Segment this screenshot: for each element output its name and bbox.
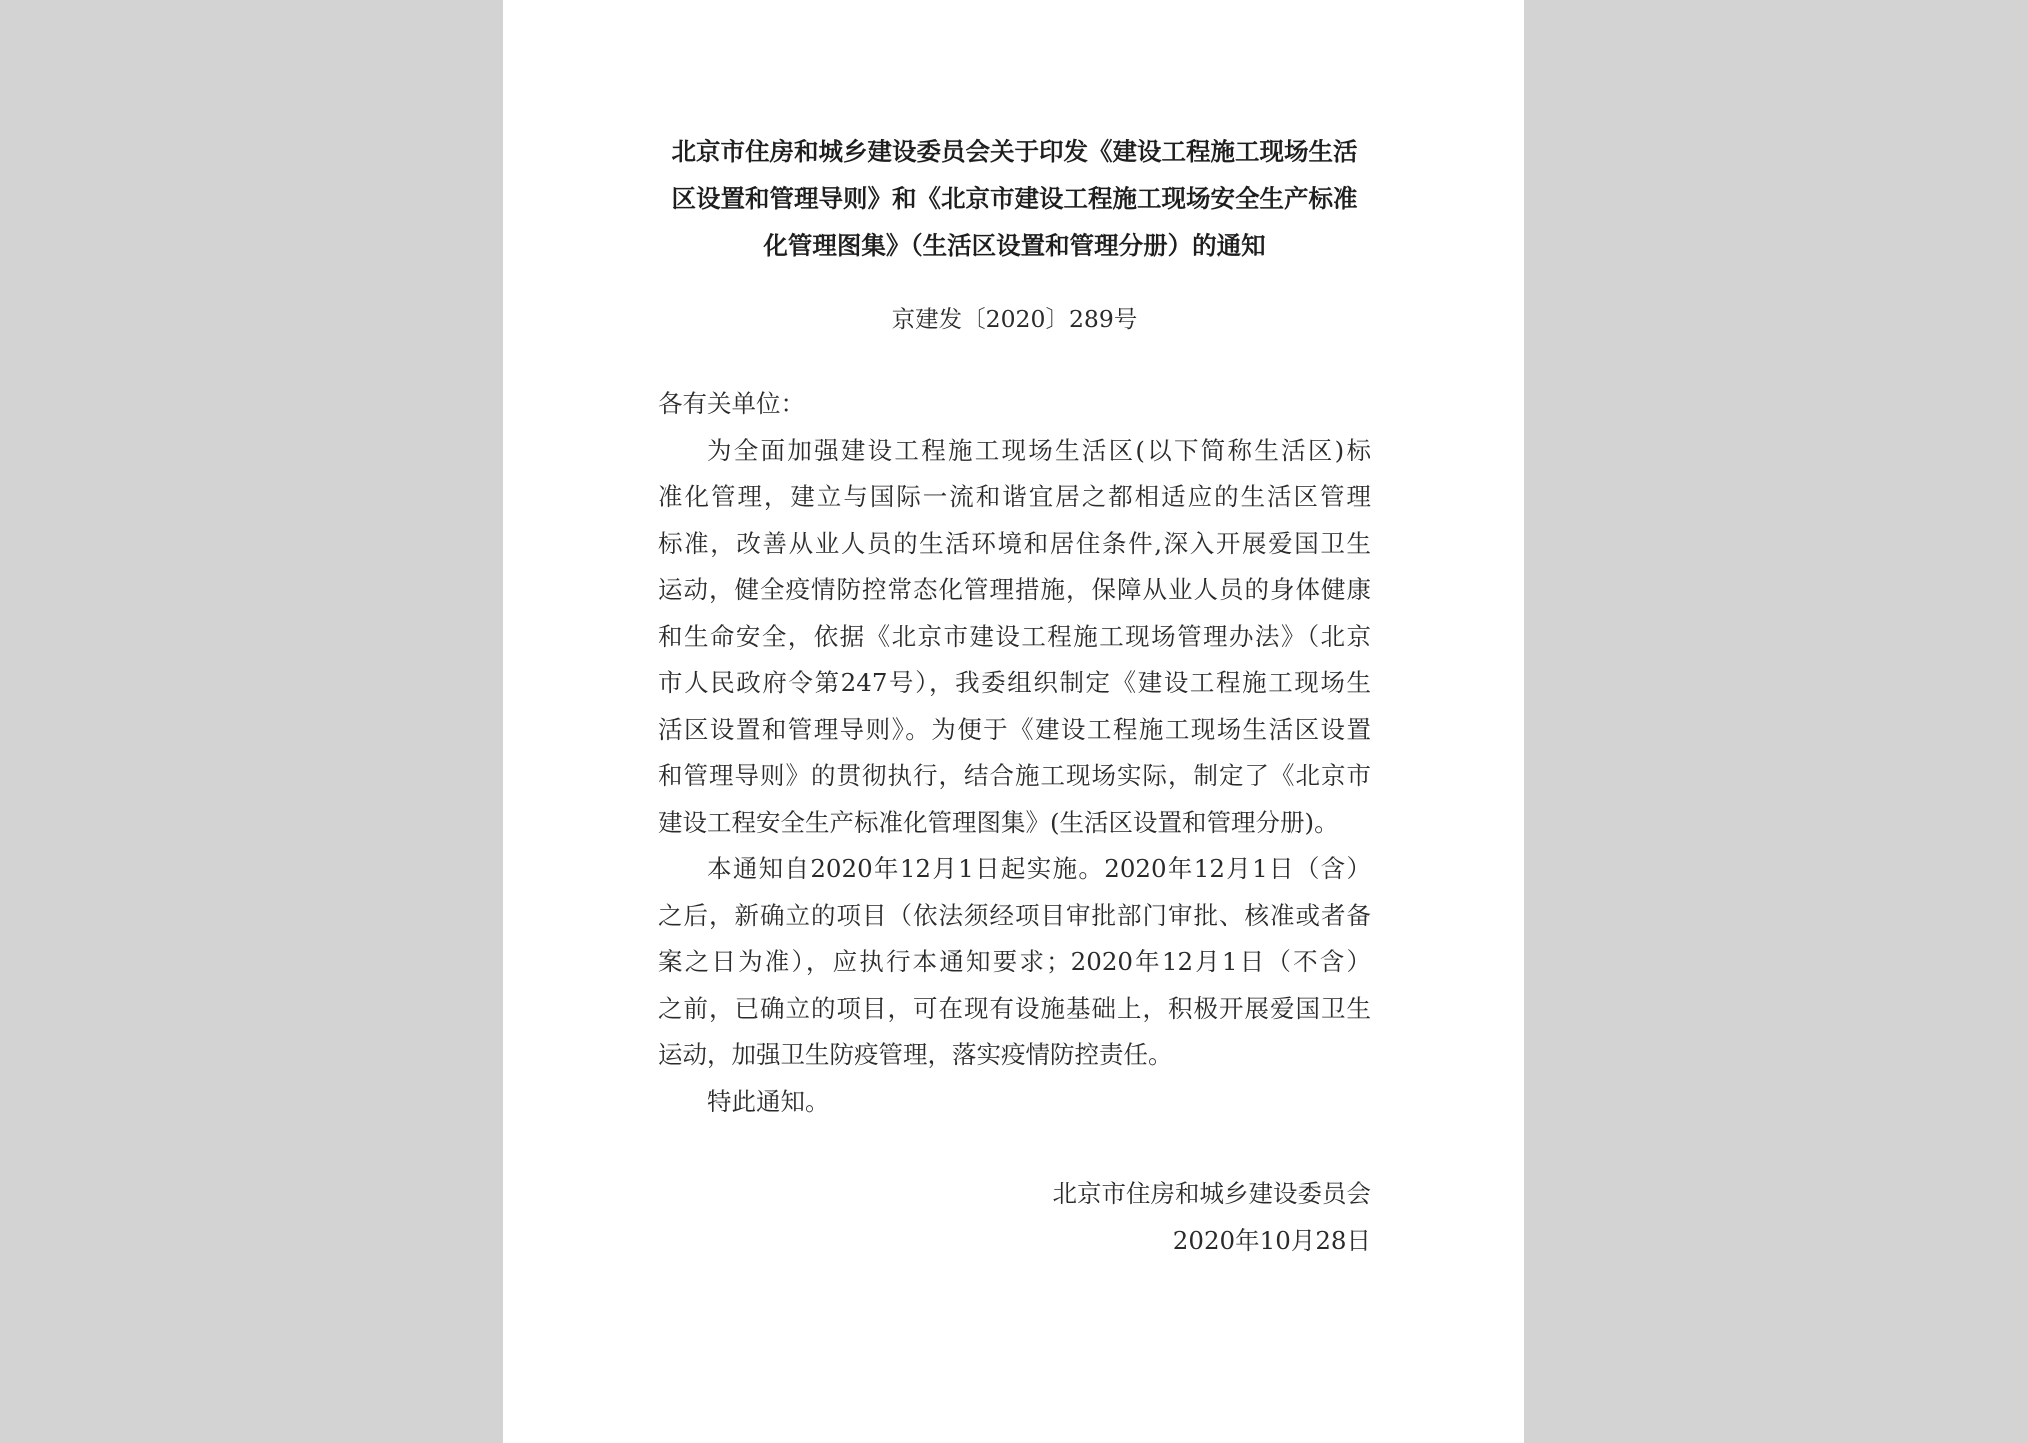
paragraph-2	[658, 846, 1371, 1079]
paragraph-line: 建设工程安全生产标准化管理图集》(生活区设置和管理分册)。	[658, 807, 1339, 837]
paragraph-line: 市人民政府令第247号），我委组织制定《建设工程施工现场生	[658, 668, 1371, 697]
salutation: 各有关单位：	[658, 389, 805, 418]
paragraph-1	[658, 428, 1371, 847]
paragraph-line: 之前，已确立的项目，可在现有设施基础上，积极开展爱国卫生	[658, 993, 1371, 1023]
paragraph-line: 准化管理，建立与国际一流和谐宜居之都相适应的生活区管理	[658, 482, 1371, 511]
paragraph-line: 活区设置和管理导则》。为便于《建设工程施工现场生活区设置	[658, 714, 1371, 744]
document-number: 京建发〔2020〕289号	[891, 305, 1138, 333]
title-line-2: 区设置和管理导则》和《北京市建设工程施工现场安全生产标准	[671, 184, 1358, 213]
title-line-3: 化管理图集》（生活区设置和管理分册）的通知	[763, 231, 1266, 260]
closing-remark: 特此通知。	[707, 1086, 830, 1116]
document-title	[658, 128, 1371, 269]
paragraph-line: 和管理导则》的贯彻执行，结合施工现场实际，制定了《北京市	[658, 761, 1371, 790]
paragraph-line: 运动，加强卫生防疫管理，落实疫情防控责任。	[658, 1040, 1173, 1069]
title-line-1: 北京市住房和城乡建设委员会关于印发《建设工程施工现场生活	[671, 137, 1358, 166]
paragraph-line: 本通知自2020年12月1日起实施。2020年12月1日（含）	[707, 854, 1371, 883]
issue-date: 2020年10月28日	[1172, 1225, 1371, 1255]
issuing-organization: 北京市住房和城乡建设委员会	[1052, 1179, 1371, 1208]
paragraph-line: 运动，健全疫情防控常态化管理措施，保障从业人员的身体健康	[658, 575, 1371, 604]
paragraph-line: 案之日为准），应执行本通知要求；2020年12月1日（不含）	[658, 947, 1371, 976]
signature-block	[658, 1171, 1371, 1264]
paragraph-line: 和生命安全，依据《北京市建设工程施工现场管理办法》（北京	[658, 621, 1371, 651]
paragraph-line: 为全面加强建设工程施工现场生活区(以下简称生活区)标	[707, 435, 1371, 465]
document-content	[658, 128, 1371, 1264]
document-page	[503, 0, 1524, 1443]
paragraph-line: 之后，新确立的项目（依法须经项目审批部门审批、核准或者备	[658, 900, 1371, 930]
paragraph-line: 标准，改善从业人员的生活环境和居住条件,深入开展爱国卫生	[658, 528, 1371, 558]
